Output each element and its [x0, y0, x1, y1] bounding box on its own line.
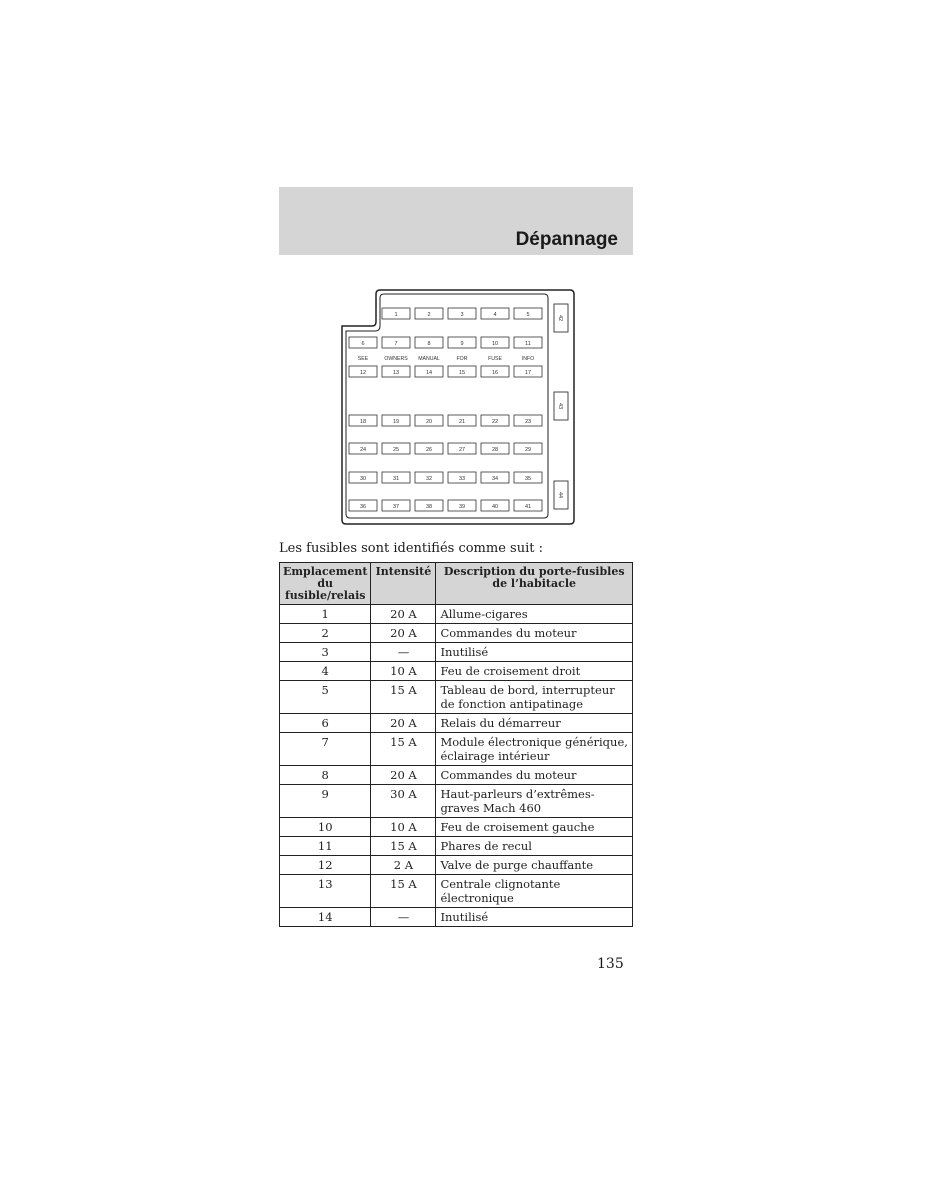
fuse-location-cell: 7 [280, 733, 371, 766]
fuse-location-cell: 8 [280, 766, 371, 785]
fuse-panel-outline [342, 290, 574, 524]
fuse-panel-diagram [340, 288, 576, 526]
intro-text: Les fusibles sont identifiés comme suit : [279, 541, 543, 556]
table-row [280, 643, 633, 662]
fuse-table [279, 562, 633, 927]
fuse-number: 11 [525, 341, 531, 347]
fuse-number: 5 [526, 312, 530, 318]
fuse-number: 19 [392, 419, 400, 425]
amperage-cell: 30 A [371, 785, 436, 818]
fuse-location-cell: 10 [280, 818, 371, 837]
fuse-number: 14 [425, 370, 433, 376]
fuse-number: 40 [491, 504, 499, 510]
fuse-table-header-row [280, 563, 633, 605]
fuse-number: 31 [392, 476, 400, 482]
description-cell: Inutilisé [436, 643, 633, 662]
description-cell: Inutilisé [436, 908, 633, 927]
relay-number: 44 [557, 491, 563, 499]
relay-number: 43 [557, 402, 563, 410]
description-cell: Module électronique générique, éclairage intérieur [436, 733, 633, 766]
fuse-number: 6 [361, 341, 365, 347]
panel-label: INFO [521, 356, 535, 362]
fuse-number: 29 [524, 447, 532, 453]
fuse-number: 35 [524, 476, 532, 482]
fuse-number: 28 [491, 447, 499, 453]
fuse-location-cell: 6 [280, 714, 371, 733]
fuse-location-cell: 12 [280, 856, 371, 875]
amperage-cell: 15 A [371, 837, 436, 856]
table-row [280, 785, 633, 818]
table-row [280, 681, 633, 714]
fuse-number: 1 [394, 312, 398, 318]
col-header-location: Emplacement du fusible/relais [280, 563, 371, 605]
fuse-number: 8 [427, 341, 431, 347]
table-row [280, 605, 633, 624]
table-row [280, 662, 633, 681]
fuse-number: 18 [359, 419, 367, 425]
fuse-number: 16 [491, 370, 499, 376]
fuse-number: 30 [359, 476, 367, 482]
table-row [280, 837, 633, 856]
table-row [280, 714, 633, 733]
col-header-amperage: Intensité [371, 563, 436, 605]
relay-number: 42 [557, 314, 563, 322]
fuse-number: 37 [392, 504, 400, 510]
fuse-number: 3 [460, 312, 464, 318]
panel-label: FOR [456, 356, 468, 362]
amperage-cell: 15 A [371, 733, 436, 766]
description-cell: Centrale clignotante électronique [436, 875, 633, 908]
fuse-number: 26 [425, 447, 433, 453]
table-row [280, 908, 633, 927]
description-cell: Commandes du moteur [436, 766, 633, 785]
fuse-number: 38 [425, 504, 433, 510]
table-row [280, 818, 633, 837]
fuse-location-cell: 14 [280, 908, 371, 927]
fuse-location-cell: 4 [280, 662, 371, 681]
table-row [280, 856, 633, 875]
fuse-number: 10 [491, 341, 499, 347]
fuse-location-cell: 1 [280, 605, 371, 624]
amperage-cell: 20 A [371, 766, 436, 785]
fuse-number: 20 [425, 419, 433, 425]
fuse-number: 27 [458, 447, 466, 453]
description-cell: Feu de croisement gauche [436, 818, 633, 837]
fuse-number: 17 [524, 370, 532, 376]
section-header-band [279, 187, 633, 255]
fuse-number: 21 [458, 419, 466, 425]
description-cell: Tableau de bord, interrupteur de fonction antipatinage [436, 681, 633, 714]
fuse-location-cell: 3 [280, 643, 371, 662]
fuse-number: 24 [359, 447, 367, 453]
amperage-cell: 15 A [371, 681, 436, 714]
fuse-location-cell: 11 [280, 837, 371, 856]
section-title: Dépannage [515, 229, 618, 250]
fuse-number: 9 [460, 341, 464, 347]
fuse-number: 34 [491, 476, 499, 482]
panel-label: MANUAL [418, 356, 440, 362]
fuse-location-cell: 9 [280, 785, 371, 818]
fuse-number: 33 [458, 476, 466, 482]
description-cell: Relais du démarreur [436, 714, 633, 733]
col-header-description: Description du porte-fusibles de l’habitacle [436, 563, 633, 605]
fuse-location-cell: 13 [280, 875, 371, 908]
table-row [280, 766, 633, 785]
description-cell: Feu de croisement droit [436, 662, 633, 681]
table-row [280, 733, 633, 766]
amperage-cell: 20 A [371, 605, 436, 624]
description-cell: Commandes du moteur [436, 624, 633, 643]
description-cell: Haut-parleurs d’extrêmes-graves Mach 460 [436, 785, 633, 818]
panel-label: FUSE [488, 356, 502, 362]
amperage-cell: 20 A [371, 624, 436, 643]
amperage-cell: 15 A [371, 875, 436, 908]
amperage-cell: 10 A [371, 818, 436, 837]
fuse-number: 13 [392, 370, 400, 376]
table-row [280, 875, 633, 908]
page-number: 135 [597, 956, 624, 972]
amperage-cell: 10 A [371, 662, 436, 681]
fuse-number: 41 [524, 504, 532, 510]
fuse-location-cell: 5 [280, 681, 371, 714]
fuse-number: 23 [524, 419, 532, 425]
fuse-number: 7 [394, 341, 398, 347]
description-cell: Valve de purge chauffante [436, 856, 633, 875]
table-row [280, 624, 633, 643]
fuse-number: 4 [493, 312, 497, 318]
description-cell: Allume-cigares [436, 605, 633, 624]
panel-label: OWNERS [384, 356, 408, 362]
fuse-number: 36 [359, 504, 367, 510]
fuse-number: 25 [392, 447, 400, 453]
fuse-number: 2 [427, 312, 431, 318]
amperage-cell: — [371, 908, 436, 927]
fuse-location-cell: 2 [280, 624, 371, 643]
fuse-number: 15 [458, 370, 466, 376]
fuse-number: 32 [425, 476, 433, 482]
amperage-cell: — [371, 643, 436, 662]
amperage-cell: 20 A [371, 714, 436, 733]
fuse-number: 22 [491, 419, 499, 425]
fuse-number: 39 [458, 504, 466, 510]
amperage-cell: 2 A [371, 856, 436, 875]
fuse-panel-inner-outline [346, 294, 548, 518]
fuse-number: 12 [359, 370, 367, 376]
description-cell: Phares de recul [436, 837, 633, 856]
panel-label: SEE [357, 356, 369, 362]
